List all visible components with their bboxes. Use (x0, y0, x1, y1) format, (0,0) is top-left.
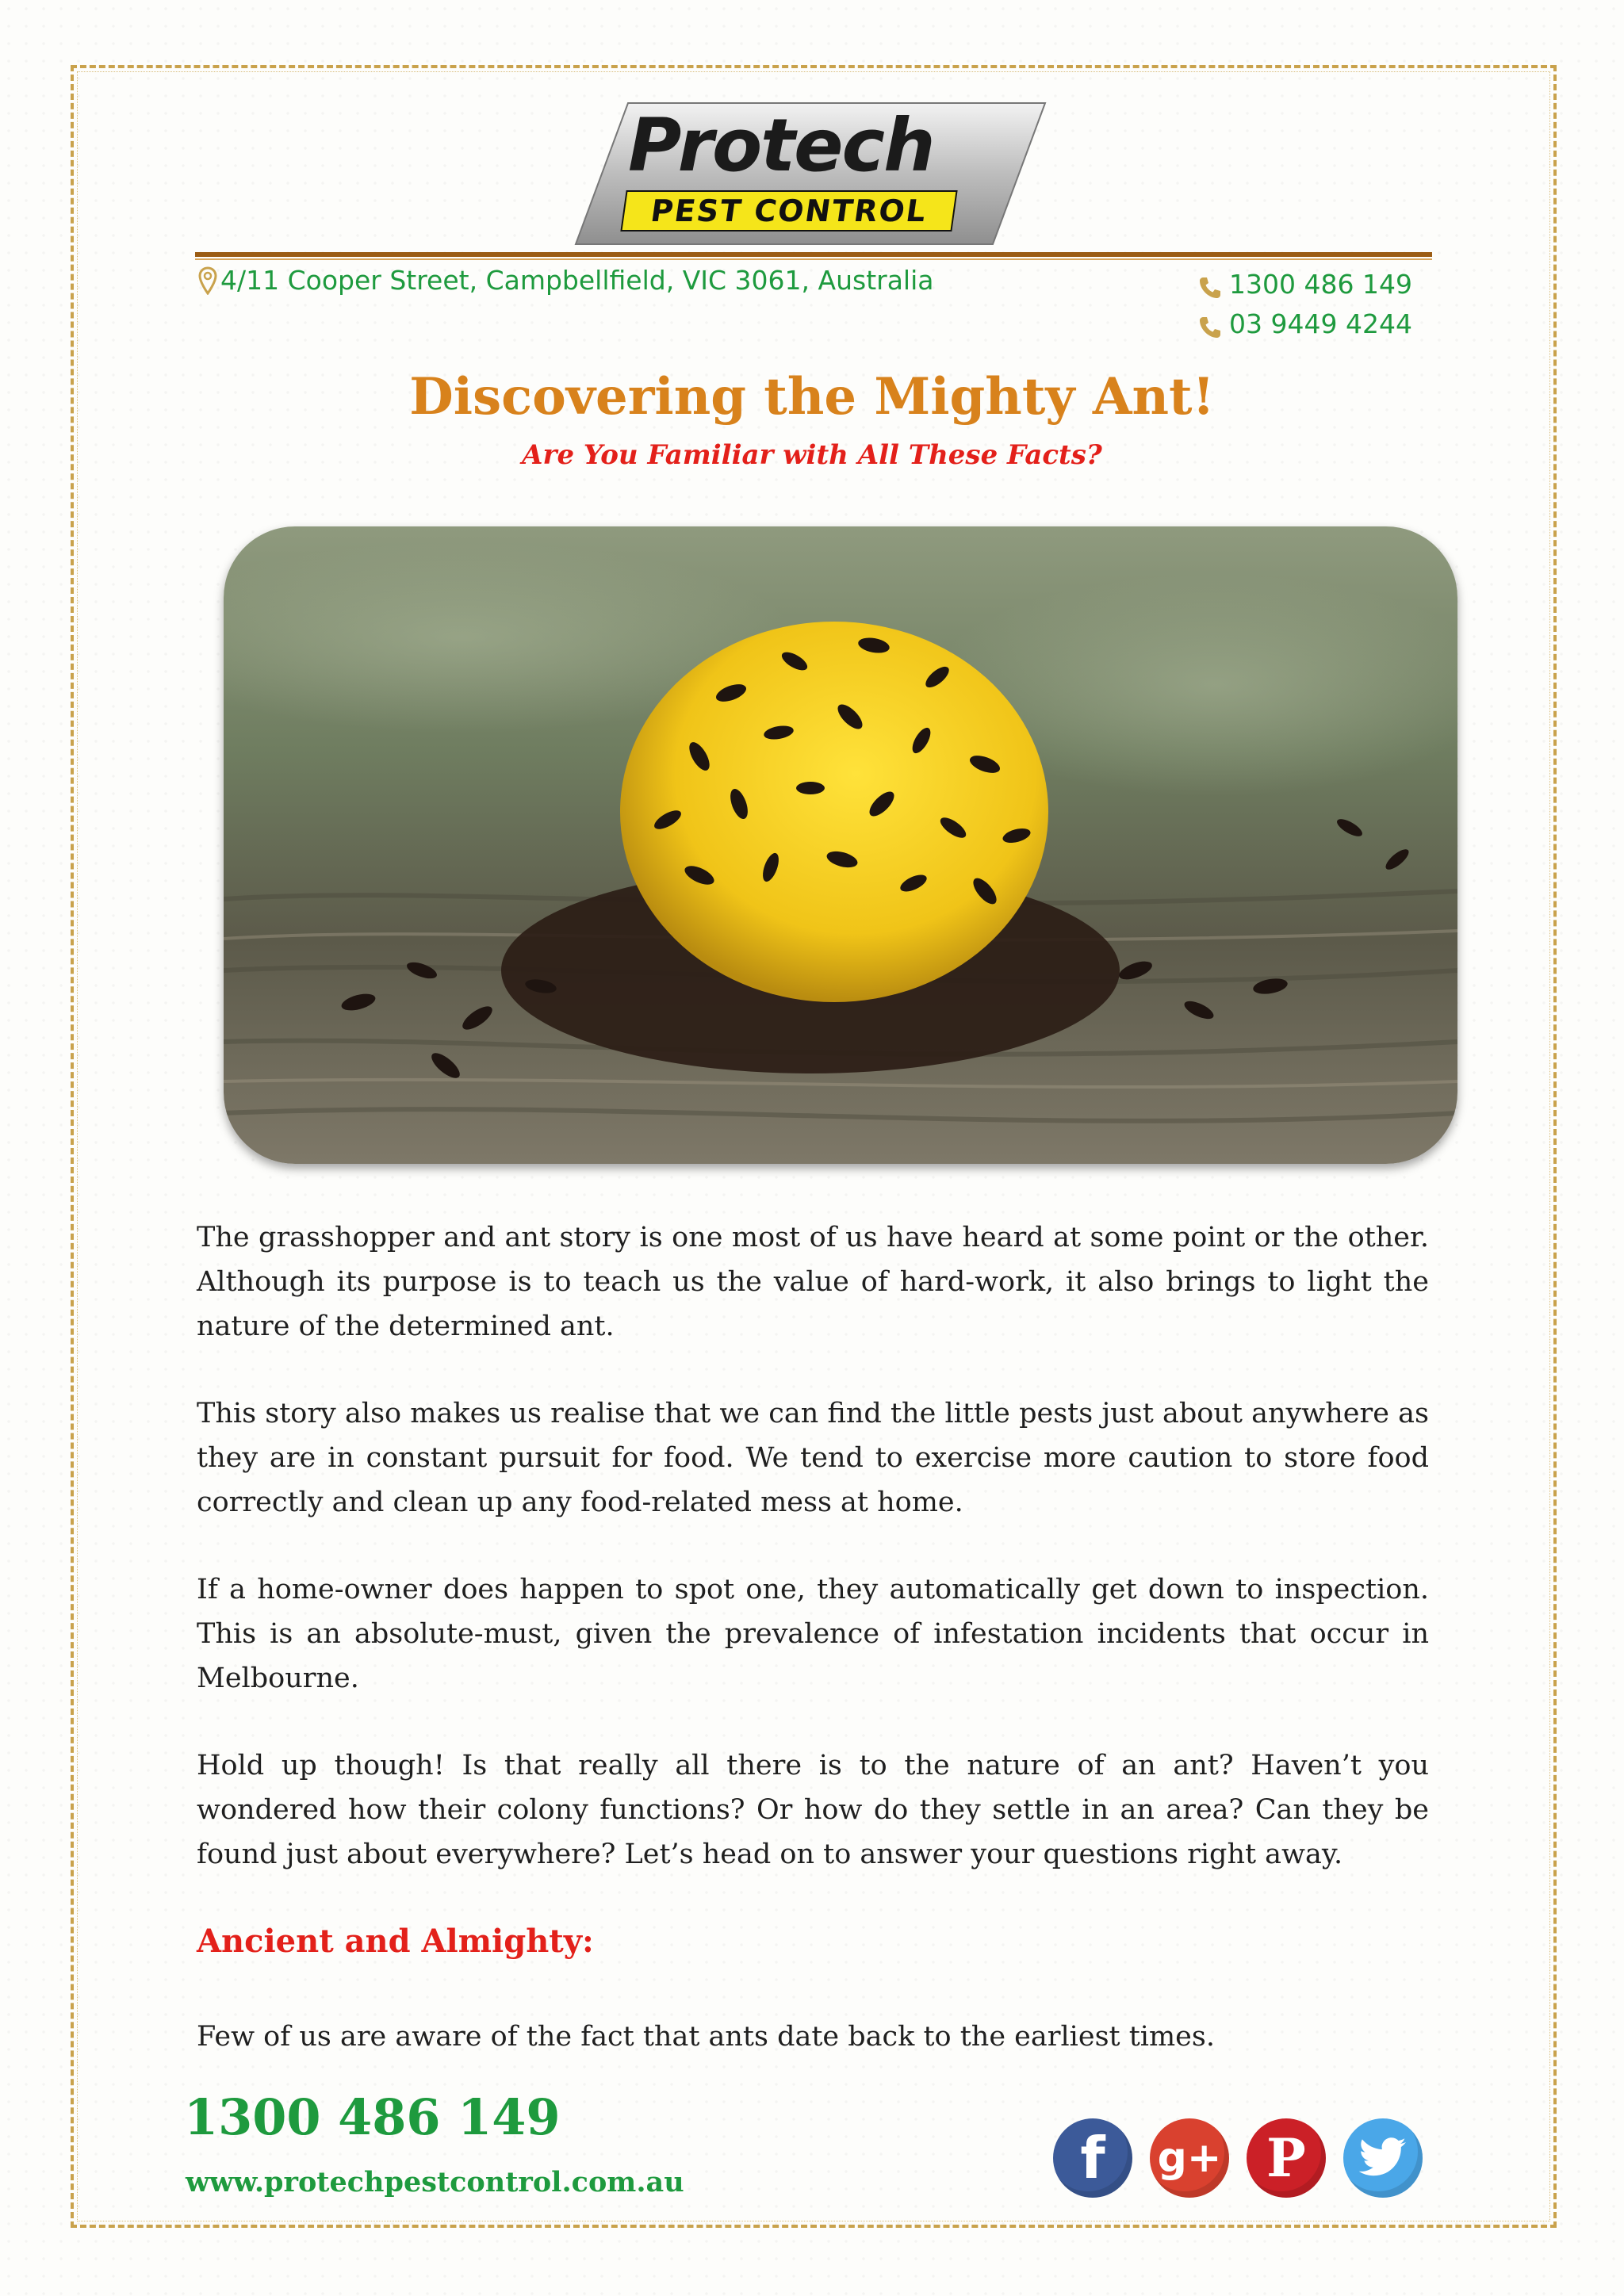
paragraph-5: Few of us are aware of the fact that ants date back to the earliest times. (197, 2021, 1215, 2053)
header-phone-list (1197, 265, 1412, 344)
article-title: Discovering the Mighty Ant! (409, 367, 1215, 427)
address-text: 4/11 Cooper Street, Campbellfield, VIC 3061, Australia (220, 265, 934, 296)
twitter-bird-shape (1358, 2137, 1408, 2179)
paragraph-3: If a home-owner does happen to spot one, they automatically get down to inspection. This is an absolute-must, given the prevalence of infestation incidents that occur in Melbourne. (197, 1574, 1429, 1694)
header-phone-2[interactable] (1197, 304, 1412, 344)
phone-icon (1197, 312, 1223, 337)
section-heading-ancient: Ancient and Almighty: (197, 1923, 594, 1960)
ants-photo (224, 526, 1457, 1164)
twitter-icon[interactable] (1343, 2118, 1423, 2198)
paragraph-2: This story also makes us realise that we can find the little pests just about anywhere as they are in constant pursuit for food. We tend to exercise more caution to store food correctly and clean up any food-related mess at home. (197, 1398, 1429, 1518)
google-plus-icon-glyph: g+ (1157, 2134, 1222, 2182)
header-phone-2-text: 03 9449 4244 (1229, 308, 1412, 339)
social-links (1053, 2118, 1423, 2198)
paragraph-1: The grasshopper and ant story is one most of us have heard at some point or the other. Although its purpose is to teach us the value of hard-work, it also brings to light the nature of the determined ant. (197, 1222, 1429, 1342)
article-subtitle: Are You Familiar with All These Facts? (522, 439, 1102, 471)
ants-illustration (224, 526, 1457, 1164)
facebook-icon-glyph: f (1080, 2125, 1105, 2191)
pinterest-icon-glyph: P (1266, 2127, 1306, 2189)
footer-website-link[interactable]: www.protechpestcontrol.com.au (186, 2166, 684, 2198)
address-line (198, 265, 933, 296)
protech-logo (573, 98, 1048, 249)
google-plus-icon[interactable] (1150, 2118, 1229, 2198)
logo-brand-name: Protech (628, 103, 934, 188)
facebook-icon[interactable] (1053, 2118, 1132, 2198)
header-phone-1[interactable] (1197, 265, 1412, 304)
phone-icon (1197, 272, 1223, 297)
pinterest-icon[interactable] (1247, 2118, 1326, 2198)
header-divider (195, 252, 1432, 257)
map-pin-icon (198, 266, 217, 295)
paragraph-4: Hold up though! Is that really all there is to the nature of an ant? Haven’t you wondered how their colony functions? Or how do they settle in an area? Can they be found just about everywhere? Let’s head on to answer your questions right away. (197, 1750, 1429, 1870)
header-phone-1-text: 1300 486 149 (1229, 269, 1412, 300)
logo-tagline: PEST CONTROL (620, 190, 957, 232)
footer-phone[interactable]: 1300 486 149 (184, 2088, 561, 2146)
